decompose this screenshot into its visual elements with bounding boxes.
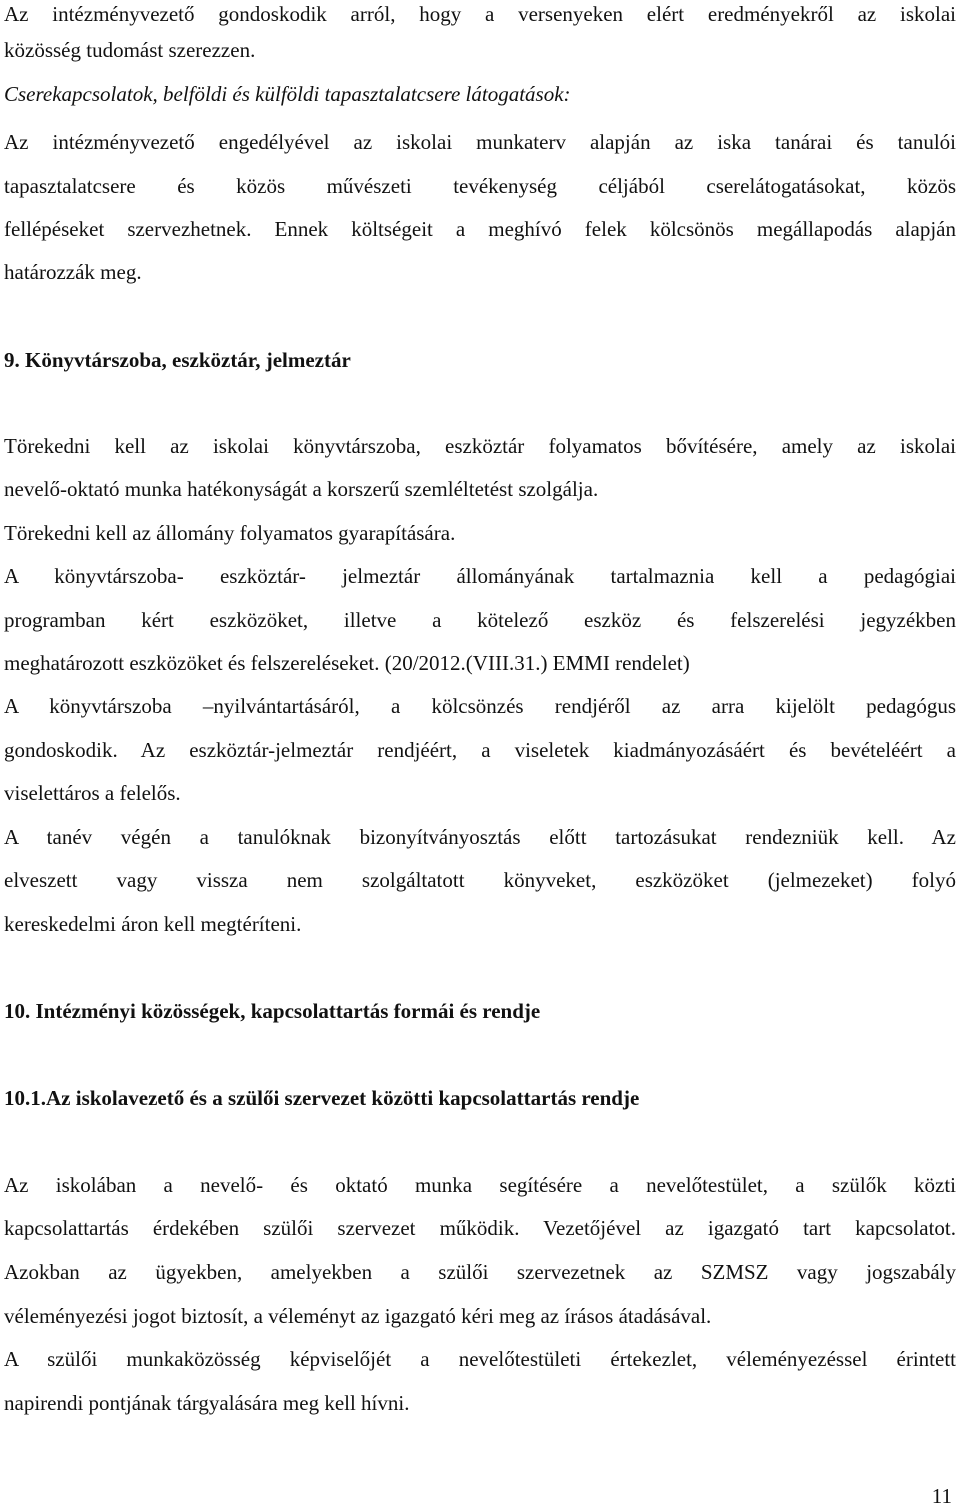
section-9-line-11: elveszett vagy vissza nem szolgáltatott könyveket, eszközöket (jelmezeket) folyó xyxy=(4,868,956,892)
exchange-line-3: fellépéseket szervezhetnek. Ennek költségeit a meghívó felek kölcsönös megállapodás alapján xyxy=(4,217,956,241)
section-9-line-3: Törekedni kell az állomány folyamatos gyarapítására. xyxy=(4,521,456,545)
section-9-line-8: gondoskodik. Az eszköztár-jelmeztár rendjéért, a viseletek kiadmányozásáért és bevételéért a xyxy=(4,738,956,762)
section-10-heading: 10. Intézményi közösségek, kapcsolattartás formái és rendje xyxy=(4,999,541,1023)
page-number: 11 xyxy=(931,1484,952,1508)
intro-line-1: Az intézményvezető gondoskodik arról, hogy a versenyeken elért eredményekről az iskolai xyxy=(4,2,956,26)
exchange-line-1: Az intézményvezető engedélyével az iskolai munkaterv alapján az iska tanárai és tanulói xyxy=(4,130,956,154)
section-9-line-5: programban kért eszközöket, illetve a kötelező eszköz és felszerelési jegyzékben xyxy=(4,608,956,632)
section-9-line-2: nevelő-oktató munka hatékonyságát a korszerű szemléltetést szolgálja. xyxy=(4,477,599,501)
section-10-1-line-1: Az iskolában a nevelő- és oktató munka segítésére a nevelőtestület, a szülők közti xyxy=(4,1173,956,1197)
section-10-1-line-3: Azokban az ügyekben, amelyekben a szülői szervezetnek az SZMSZ vagy jogszabály xyxy=(4,1260,956,1284)
section-9-line-7: A könyvtárszoba –nyilvántartásáról, a kölcsönzés rendjéről az arra kijelölt pedagógus xyxy=(4,694,956,718)
section-10-1-line-2: kapcsolattartás érdekében szülői szervezet működik. Vezetőjével az igazgató tart kapcsolatot. xyxy=(4,1216,956,1240)
section-9-line-12: kereskedelmi áron kell megtéríteni. xyxy=(4,912,302,936)
exchange-line-2: tapasztalatcsere és közös művészeti tevékenység céljából cserelátogatásokat, közös xyxy=(4,174,956,198)
section-10-1-line-6: napirendi pontjának tárgyalására meg kell hívni. xyxy=(4,1391,410,1415)
section-9-line-4: A könyvtárszoba- eszköztár- jelmeztár állományának tartalmaznia kell a pedagógiai xyxy=(4,564,956,588)
section-9-line-10: A tanév végén a tanulóknak bizonyítványosztás előtt tartozásukat rendezniük kell. Az xyxy=(4,825,956,849)
section-10-1-line-5: A szülői munkaközösség képviselőjét a nevelőtestületi értekezlet, véleményezéssel érintett xyxy=(4,1347,956,1371)
section-9-heading: 9. Könyvtárszoba, eszköztár, jelmeztár xyxy=(4,348,351,372)
section-10-1-heading: 10.1.Az iskolavezető és a szülői szervezet közötti kapcsolattartás rendje xyxy=(4,1086,640,1110)
section-9-line-1: Törekedni kell az iskolai könyvtárszoba, eszköztár folyamatos bővítésére, amely az iskolai xyxy=(4,434,956,458)
section-10-1-line-4: véleményezési jogot biztosít, a véleményt az igazgató kéri meg az írásos átadásával. xyxy=(4,1304,712,1328)
exchange-line-4: határozzák meg. xyxy=(4,260,142,284)
exchange-subtitle: Cserekapcsolatok, belföldi és külföldi tapasztalatcsere látogatások: xyxy=(4,82,571,106)
section-9-line-9: viselettáros a felelős. xyxy=(4,781,181,805)
intro-line-2: közösség tudomást szerezzen. xyxy=(4,38,256,62)
section-9-line-6: meghatározott eszközöket és felszereléseket. (20/2012.(VIII.31.) EMMI rendelet) xyxy=(4,651,690,675)
